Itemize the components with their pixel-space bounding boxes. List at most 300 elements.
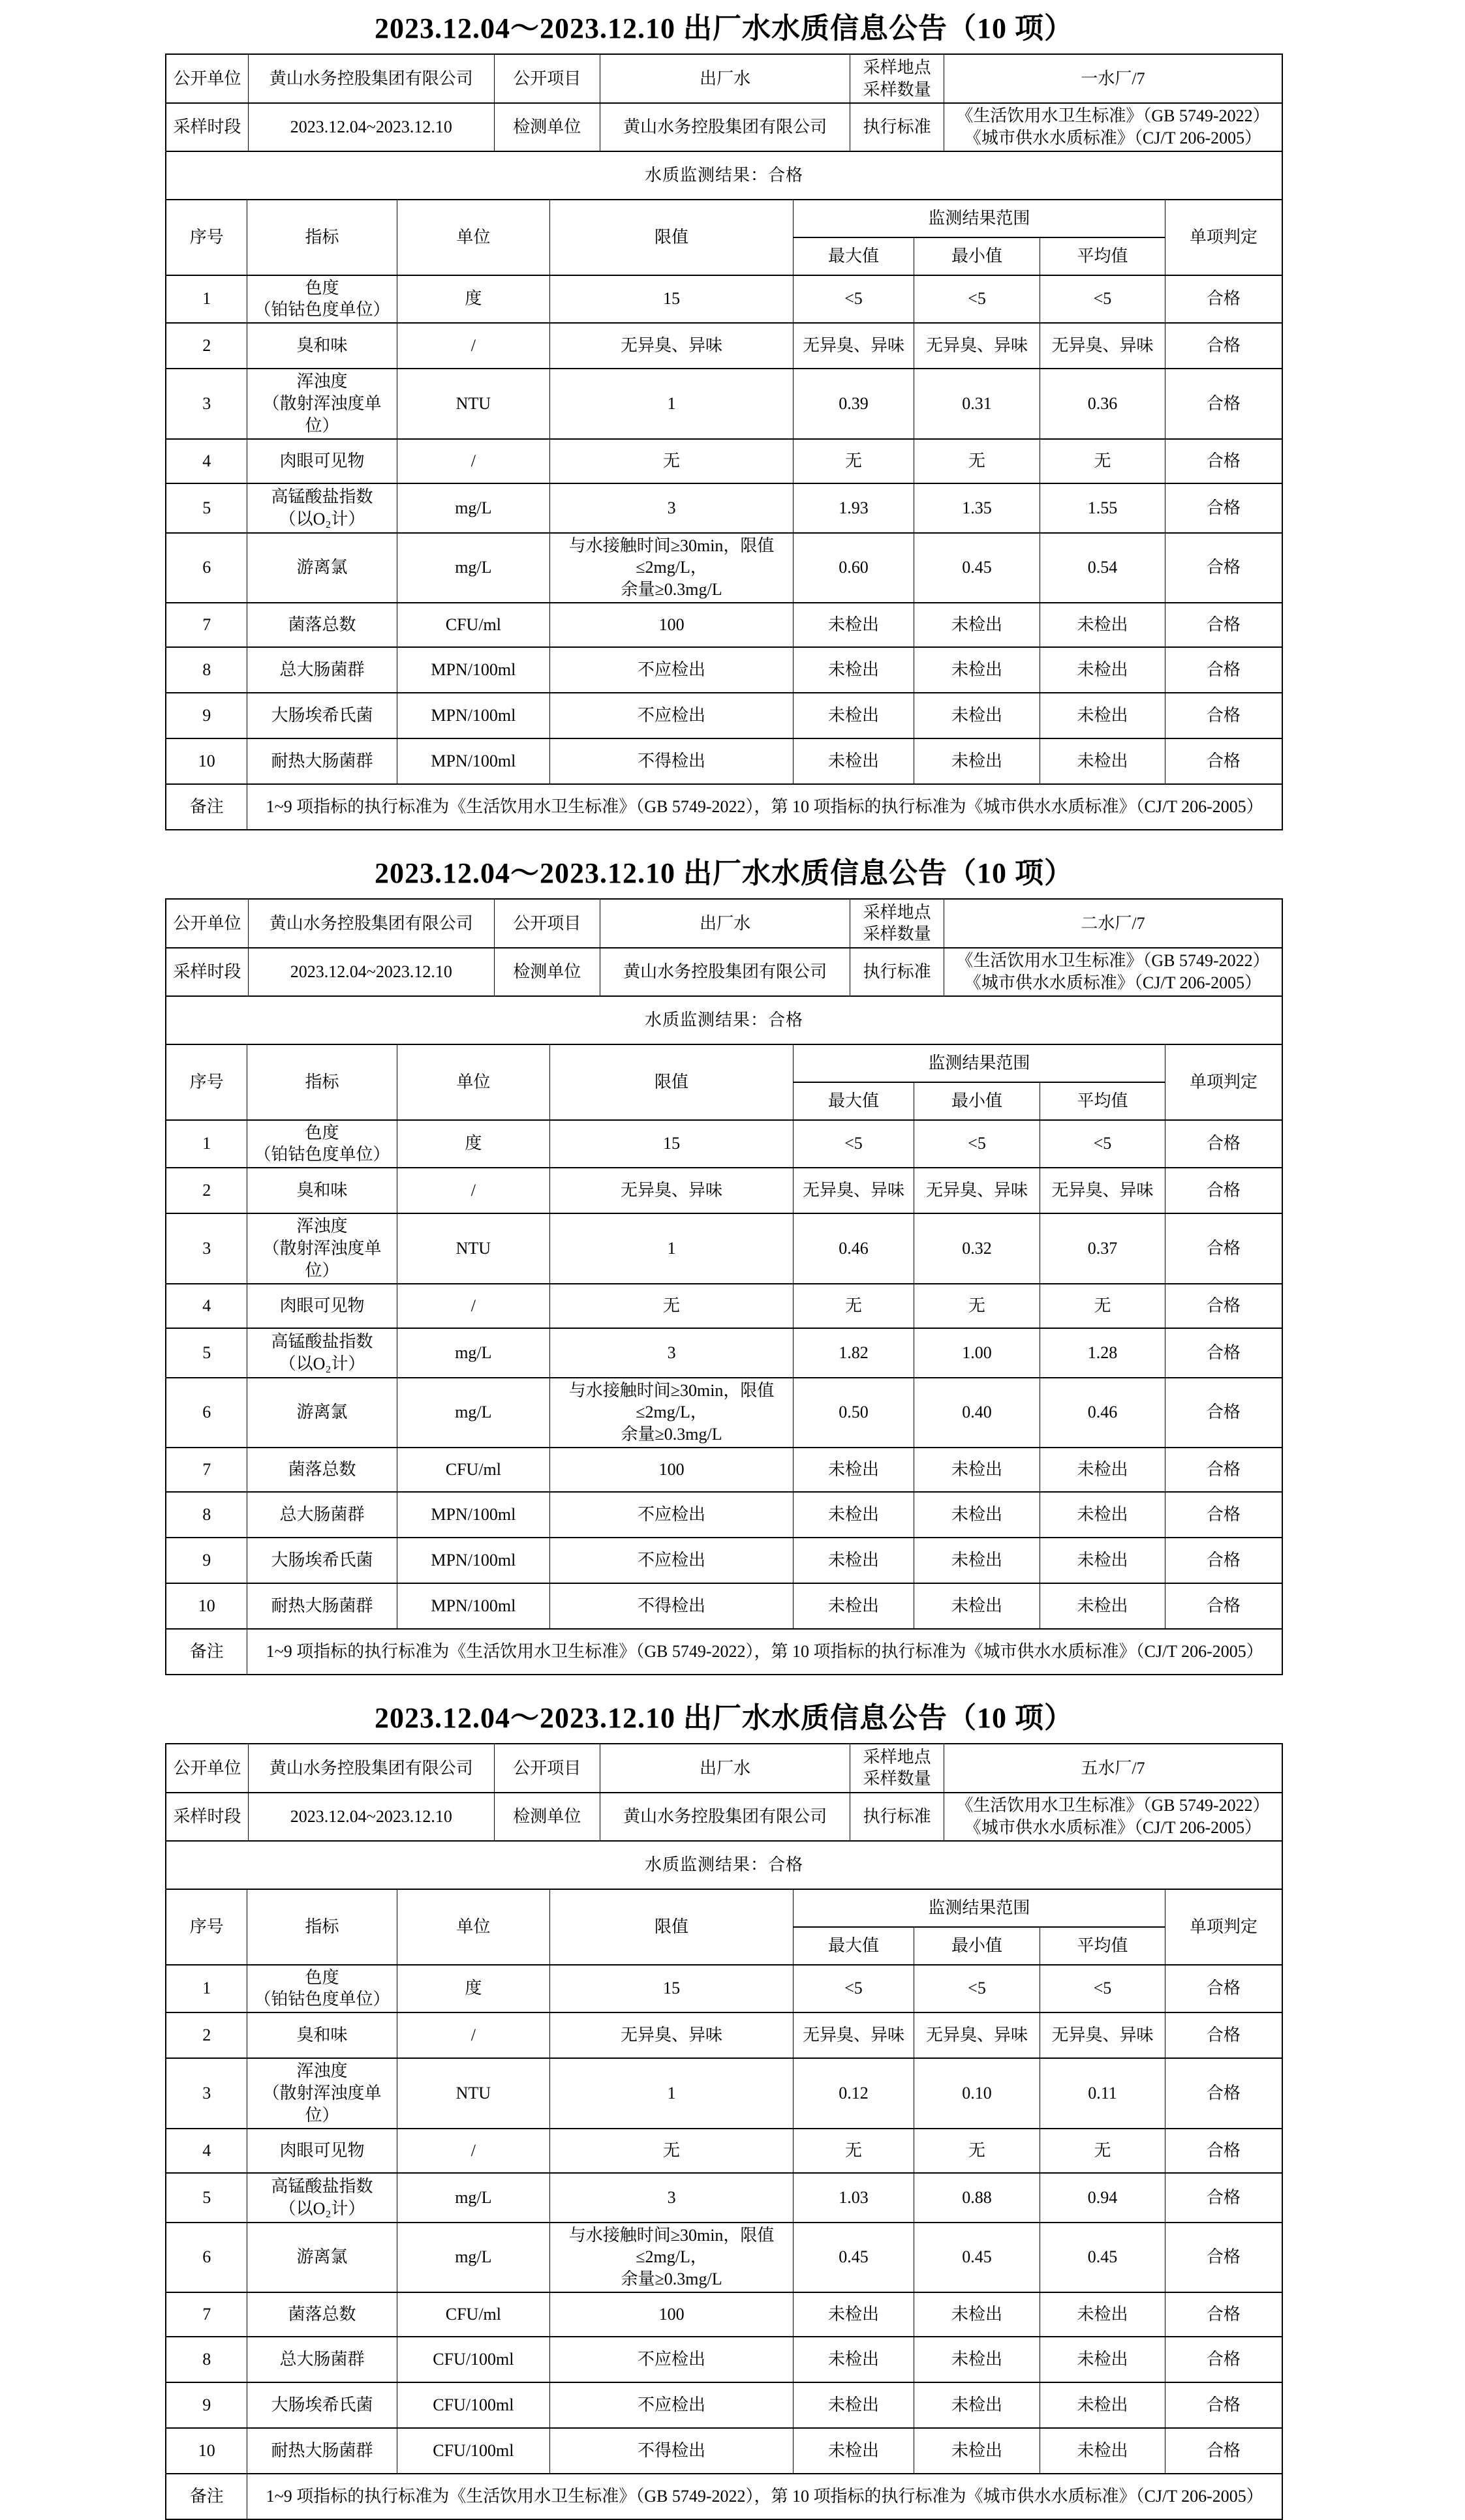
cell-max: 未检出 [794,2292,914,2337]
indicator-line: 耐热大肠菌群 [271,2441,373,2460]
cell-seq: 4 [166,2129,247,2173]
cell-judge: 合格 [1165,369,1282,438]
cell-limit [550,323,794,369]
cell-seq: 8 [166,647,247,693]
sampling-period-value: 2023.12.04~2023.12.10 [249,1793,494,1841]
indicator-line: （铂钴色度单位） [254,300,390,320]
cell-avg: 0.11 [1040,2058,1165,2128]
cell-avg: 0.45 [1040,2223,1165,2292]
limit-line: 1 [667,1238,676,1258]
standard-label: 执行标准 [850,103,944,151]
cell-judge: 合格 [1165,1284,1282,1328]
cell-min: <5 [914,275,1040,324]
publish-unit-value: 黄山水务控股集团有限公司 [249,1744,494,1793]
cell-judge: 合格 [1165,2292,1282,2337]
indicator-line: 高锰酸盐指数 [271,487,373,506]
result-text: 水质监测结果：合格 [166,151,1282,200]
cell-seq: 8 [166,2337,247,2382]
cell-max: 未检出 [794,1448,914,1492]
cell-avg: 未检出 [1040,647,1165,693]
cell-unit: mg/L [397,483,549,533]
data-row [166,1378,1282,1448]
data-row [166,1965,1282,2013]
data-table [165,199,1283,830]
col-header-limit: 限值 [550,200,794,275]
indicator-line: 肉眼可见物 [279,451,365,470]
indicator-line: 菌落总数 [288,1460,356,1480]
cell-unit: mg/L [397,1328,549,1378]
data-row [166,369,1282,438]
limit-line: 无 [663,451,681,470]
cell-min: 无异臭、异味 [914,323,1040,369]
cell-judge: 合格 [1165,483,1282,533]
col-header-range: 监测结果范围 [794,1889,1165,1927]
sampling-period-label: 采样时段 [166,1793,249,1841]
sampling-location-label [850,54,944,103]
sampling-location-value: 五水厂/7 [944,1744,1282,1793]
cell-limit [550,2223,794,2292]
cell-judge: 合格 [1165,1538,1282,1583]
data-row [166,2292,1282,2337]
standard-line: 《生活饮用水卫生标准》（GB 5749-2022） [956,1795,1270,1815]
cell-indicator [247,1378,397,1448]
cell-min: 无 [914,1284,1040,1328]
cell-max: 1.03 [794,2173,914,2223]
limit-line: 不得检出 [638,2441,706,2460]
indicator-line: 大肠埃希氏菌 [271,706,373,725]
limit-line: 无 [663,2140,681,2160]
cell-avg: 无 [1040,439,1165,483]
limit-line: 与水接触时间≥30min，限值≤2mg/L， [568,536,775,577]
cell-seq: 6 [166,2223,247,2292]
cell-min: 无异臭、异味 [914,2012,1040,2058]
standard-line: 《城市供水水质标准》（CJ/T 206-2005） [964,973,1262,992]
testing-unit-value: 黄山水务控股集团有限公司 [600,1793,850,1841]
cell-seq: 1 [166,1120,247,1168]
cell-avg: 1.28 [1040,1328,1165,1378]
standard-line: 《城市供水水质标准》（CJ/T 206-2005） [964,1817,1262,1837]
data-row [166,483,1282,533]
standard-label: 执行标准 [850,948,944,996]
cell-limit [550,1492,794,1538]
col-header-limit: 限值 [550,1889,794,1965]
cell-seq: 10 [166,738,247,784]
cell-min: 0.45 [914,2223,1040,2292]
col-header-seq: 序号 [166,1044,247,1120]
cell-min: <5 [914,1965,1040,2013]
cell-unit: NTU [397,2058,549,2128]
limit-line: 不得检出 [638,1596,706,1616]
indicator-line: （铂钴色度单位） [254,1990,390,2009]
limit-line: 不应检出 [638,660,706,680]
cell-indicator [247,483,397,533]
cell-max: 0.60 [794,533,914,603]
cell-min: 无异臭、异味 [914,1168,1040,1213]
indicator-line: （散射浑浊度单位） [262,393,382,435]
col-header-judge: 单项判定 [1165,200,1282,275]
indicator-line: 总大肠菌群 [279,660,365,680]
cell-judge: 合格 [1165,1213,1282,1283]
cell-judge: 合格 [1165,1492,1282,1538]
cell-indicator [247,275,397,324]
col-header-avg: 平均值 [1040,237,1165,275]
col-header-unit: 单位 [397,1044,549,1120]
data-row [166,2382,1282,2428]
indicator-line: 浑浊度 [296,2061,348,2081]
info-table [165,898,1283,1045]
indicator-line: 肉眼可见物 [279,1296,365,1315]
cell-min: 0.10 [914,2058,1040,2128]
data-row [166,2129,1282,2173]
cell-seq: 1 [166,1965,247,2013]
cell-unit: CFU/ml [397,2292,549,2337]
cell-min: 0.31 [914,369,1040,438]
limit-line: 3 [667,2187,676,2207]
limit-line: 15 [663,1979,681,1998]
data-row [166,275,1282,324]
cell-avg: 未检出 [1040,1448,1165,1492]
cell-seq: 10 [166,2428,247,2474]
data-row [166,693,1282,738]
cell-limit [550,1120,794,1168]
cell-indicator [247,2173,397,2223]
data-table [165,1044,1283,1675]
testing-unit-label: 检测单位 [494,103,600,151]
cell-min: 无 [914,2129,1040,2173]
cell-unit: MPN/100ml [397,1583,549,1629]
cell-indicator [247,2129,397,2173]
cell-indicator [247,1168,397,1213]
cell-indicator [247,323,397,369]
cell-unit: mg/L [397,2173,549,2223]
col-header-limit: 限值 [550,1044,794,1120]
data-row [166,647,1282,693]
cell-indicator [247,1448,397,1492]
standard-value [944,1793,1282,1841]
col-header-indicator: 指标 [247,1044,397,1120]
indicator-line: 菌落总数 [288,615,356,635]
cell-seq: 5 [166,2173,247,2223]
cell-limit [550,1965,794,2013]
cell-max: 未检出 [794,2382,914,2428]
cell-avg: 未检出 [1040,738,1165,784]
data-row [166,1583,1282,1629]
indicator-line: 臭和味 [296,2026,348,2045]
cell-unit: mg/L [397,1378,549,1448]
limit-line: 3 [667,1343,676,1362]
col-header-min: 最小值 [914,237,1040,275]
col-header-unit: 单位 [397,200,549,275]
cell-seq: 10 [166,1583,247,1629]
result-row [166,1841,1282,1889]
cell-max: 未检出 [794,1492,914,1538]
cell-max: <5 [794,275,914,324]
cell-seq: 4 [166,439,247,483]
cell-indicator [247,369,397,438]
cell-limit [550,2129,794,2173]
cell-limit [550,1328,794,1378]
cell-limit [550,1213,794,1283]
col-header-min: 最小值 [914,1082,1040,1120]
cell-judge: 合格 [1165,2058,1282,2128]
indicator-line: 色度 [305,1123,339,1142]
header-row [166,1044,1282,1082]
notice-block [165,1701,1283,2520]
cell-unit: CFU/100ml [397,2337,549,2382]
limit-line: 不得检出 [638,751,706,771]
cell-avg: 无异臭、异味 [1040,2012,1165,2058]
indicator-line: 游离氯 [296,2247,348,2267]
indicator-line: 总大肠菌群 [279,1505,365,1525]
cell-seq: 7 [166,603,247,647]
indicator-line: 大肠埃希氏菌 [271,2395,373,2414]
cell-limit [550,693,794,738]
cell-max: 1.82 [794,1328,914,1378]
info-row [166,103,1282,151]
limit-line: 不应检出 [638,2395,706,2414]
cell-unit: / [397,2129,549,2173]
cell-max: 未检出 [794,603,914,647]
cell-unit: NTU [397,369,549,438]
cell-judge: 合格 [1165,2012,1282,2058]
indicator-line: 浑浊度 [296,1217,348,1236]
cell-limit [550,647,794,693]
sampling-location-label [850,1744,944,1793]
cell-indicator [247,738,397,784]
cell-seq: 2 [166,2012,247,2058]
cell-max: <5 [794,1965,914,2013]
col-header-avg: 平均值 [1040,1927,1165,1965]
cell-unit: NTU [397,1213,549,1283]
indicator-line: 大肠埃希氏菌 [271,1551,373,1570]
limit-line: 100 [658,2305,685,2324]
limit-line: 无异臭、异味 [621,336,723,356]
cell-unit: mg/L [397,2223,549,2292]
data-row [166,2337,1282,2382]
notice-block [165,857,1283,1675]
cell-judge: 合格 [1165,1168,1282,1213]
sampling-location-value: 二水厂/7 [944,899,1282,948]
col-header-max: 最大值 [794,1082,914,1120]
sampling-location-label-line: 采样地点 [863,1747,931,1767]
cell-limit [550,1168,794,1213]
indicator-line: （铂钴色度单位） [254,1145,390,1164]
data-row [166,2223,1282,2292]
info-row [166,1744,1282,1793]
cell-unit: MPN/100ml [397,1538,549,1583]
cell-seq: 5 [166,483,247,533]
cell-seq: 2 [166,323,247,369]
remark-text: 1~9 项指标的执行标准为《生活饮用水卫生标准》（GB 5749-2022），第 10 项指标的执行标准为《城市供水水质标准》（CJ/T 206-2005） [247,2474,1282,2519]
cell-judge: 合格 [1165,647,1282,693]
publish-unit-value: 黄山水务控股集团有限公司 [249,899,494,948]
indicator-line: 高锰酸盐指数 [271,2176,373,2196]
cell-max: <5 [794,1120,914,1168]
cell-avg: 未检出 [1040,2428,1165,2474]
sampling-location-label-line: 采样地点 [863,57,931,77]
indicator-line: 耐热大肠菌群 [271,1596,373,1616]
cell-max: 1.93 [794,483,914,533]
sampling-location-value: 一水厂/7 [944,54,1282,103]
cell-limit [550,2428,794,2474]
cell-max: 未检出 [794,1538,914,1583]
cell-max: 未检出 [794,1583,914,1629]
cell-avg: 未检出 [1040,2292,1165,2337]
info-row [166,948,1282,996]
limit-line: 1 [667,393,676,413]
cell-indicator [247,1583,397,1629]
cell-min: 未检出 [914,2337,1040,2382]
cell-avg: 无异臭、异味 [1040,323,1165,369]
cell-avg: 无 [1040,1284,1165,1328]
standard-label: 执行标准 [850,1793,944,1841]
remark-text: 1~9 项指标的执行标准为《生活饮用水卫生标准》（GB 5749-2022），第 10 项指标的执行标准为《城市供水水质标准》（CJ/T 206-2005） [247,1629,1282,1675]
cell-indicator [247,2428,397,2474]
cell-unit: / [397,1168,549,1213]
indicator-line: 耐热大肠菌群 [271,751,373,771]
cell-limit [550,1583,794,1629]
cell-limit [550,369,794,438]
cell-max: 0.46 [794,1213,914,1283]
result-text: 水质监测结果：合格 [166,996,1282,1044]
cell-limit [550,2173,794,2223]
cell-avg: 未检出 [1040,1538,1165,1583]
result-row [166,151,1282,200]
limit-line: 余量≥0.3mg/L [621,580,722,600]
sampling-period-label: 采样时段 [166,948,249,996]
cell-max: 无 [794,439,914,483]
cell-judge: 合格 [1165,1448,1282,1492]
publish-unit-label: 公开单位 [166,899,249,948]
data-row [166,1448,1282,1492]
limit-line: 100 [658,615,685,635]
remark-row [166,2474,1282,2519]
cell-avg: <5 [1040,1965,1165,2013]
data-row [166,439,1282,483]
info-row [166,54,1282,103]
data-row [166,1168,1282,1213]
limit-line: 不应检出 [638,2350,706,2369]
cell-indicator [247,2058,397,2128]
cell-judge: 合格 [1165,439,1282,483]
limit-line: 3 [667,498,676,517]
data-row [166,2012,1282,2058]
cell-avg: 0.36 [1040,369,1165,438]
cell-judge: 合格 [1165,2129,1282,2173]
header-row [166,200,1282,237]
limit-line: 1 [667,2083,676,2103]
col-header-max: 最大值 [794,1927,914,1965]
cell-limit [550,738,794,784]
cell-indicator [247,647,397,693]
cell-limit [550,483,794,533]
remark-label: 备注 [166,784,247,830]
cell-avg: 无异臭、异味 [1040,1168,1165,1213]
cell-judge: 合格 [1165,323,1282,369]
indicator-line: 菌落总数 [288,2305,356,2324]
cell-seq: 1 [166,275,247,324]
cell-min: 0.40 [914,1378,1040,1448]
sampling-location-label-line: 采样数量 [863,924,931,944]
cell-indicator [247,439,397,483]
col-header-judge: 单项判定 [1165,1889,1282,1965]
standard-value [944,103,1282,151]
cell-limit [550,2337,794,2382]
cell-avg: 未检出 [1040,693,1165,738]
result-text: 水质监测结果：合格 [166,1841,1282,1889]
col-header-max: 最大值 [794,237,914,275]
cell-seq: 3 [166,2058,247,2128]
indicator-line: 游离氯 [296,558,348,577]
cell-min: 未检出 [914,1448,1040,1492]
cell-indicator [247,1284,397,1328]
cell-min: 未检出 [914,1583,1040,1629]
remark-text: 1~9 项指标的执行标准为《生活饮用水卫生标准》（GB 5749-2022），第 10 项指标的执行标准为《城市供水水质标准》（CJ/T 206-2005） [247,784,1282,830]
cell-min: 0.32 [914,1213,1040,1283]
cell-min: 未检出 [914,738,1040,784]
cell-seq: 9 [166,693,247,738]
limit-line: 15 [663,1134,681,1153]
cell-min: 1.35 [914,483,1040,533]
cell-min: 未检出 [914,2292,1040,2337]
cell-avg: 无 [1040,2129,1165,2173]
cell-min: 未检出 [914,2428,1040,2474]
project-value: 出厂水 [600,899,850,948]
cell-judge: 合格 [1165,2337,1282,2382]
data-row [166,738,1282,784]
cell-judge: 合格 [1165,275,1282,324]
cell-judge: 合格 [1165,2223,1282,2292]
data-row [166,533,1282,603]
col-header-range: 监测结果范围 [794,200,1165,237]
indicator-line: （以O₂计） [279,2198,365,2218]
cell-seq: 6 [166,1378,247,1448]
sampling-location-label-line: 采样数量 [863,1769,931,1789]
cell-unit: 度 [397,1120,549,1168]
cell-max: 0.45 [794,2223,914,2292]
limit-line: 无异臭、异味 [621,1181,723,1200]
project-label: 公开项目 [494,1744,600,1793]
sampling-period-label: 采样时段 [166,103,249,151]
limit-line: 15 [663,289,681,309]
cell-unit: CFU/100ml [397,2382,549,2428]
cell-max: 未检出 [794,693,914,738]
col-header-indicator: 指标 [247,200,397,275]
cell-unit: CFU/ml [397,1448,549,1492]
project-value: 出厂水 [600,1744,850,1793]
data-row [166,2173,1282,2223]
cell-seq: 6 [166,533,247,603]
cell-indicator [247,1492,397,1538]
cell-indicator [247,533,397,603]
limit-line: 不应检出 [638,1505,706,1525]
cell-indicator [247,2292,397,2337]
col-header-range: 监测结果范围 [794,1044,1165,1082]
cell-indicator [247,2337,397,2382]
cell-indicator [247,1213,397,1283]
cell-judge: 合格 [1165,2382,1282,2428]
col-header-avg: 平均值 [1040,1082,1165,1120]
cell-unit: / [397,323,549,369]
cell-limit [550,1538,794,1583]
cell-max: 0.12 [794,2058,914,2128]
cell-avg: <5 [1040,275,1165,324]
cell-judge: 合格 [1165,2173,1282,2223]
result-row [166,996,1282,1044]
data-row [166,2428,1282,2474]
sampling-location-label-line: 采样数量 [863,80,931,99]
sampling-period-value: 2023.12.04~2023.12.10 [249,103,494,151]
